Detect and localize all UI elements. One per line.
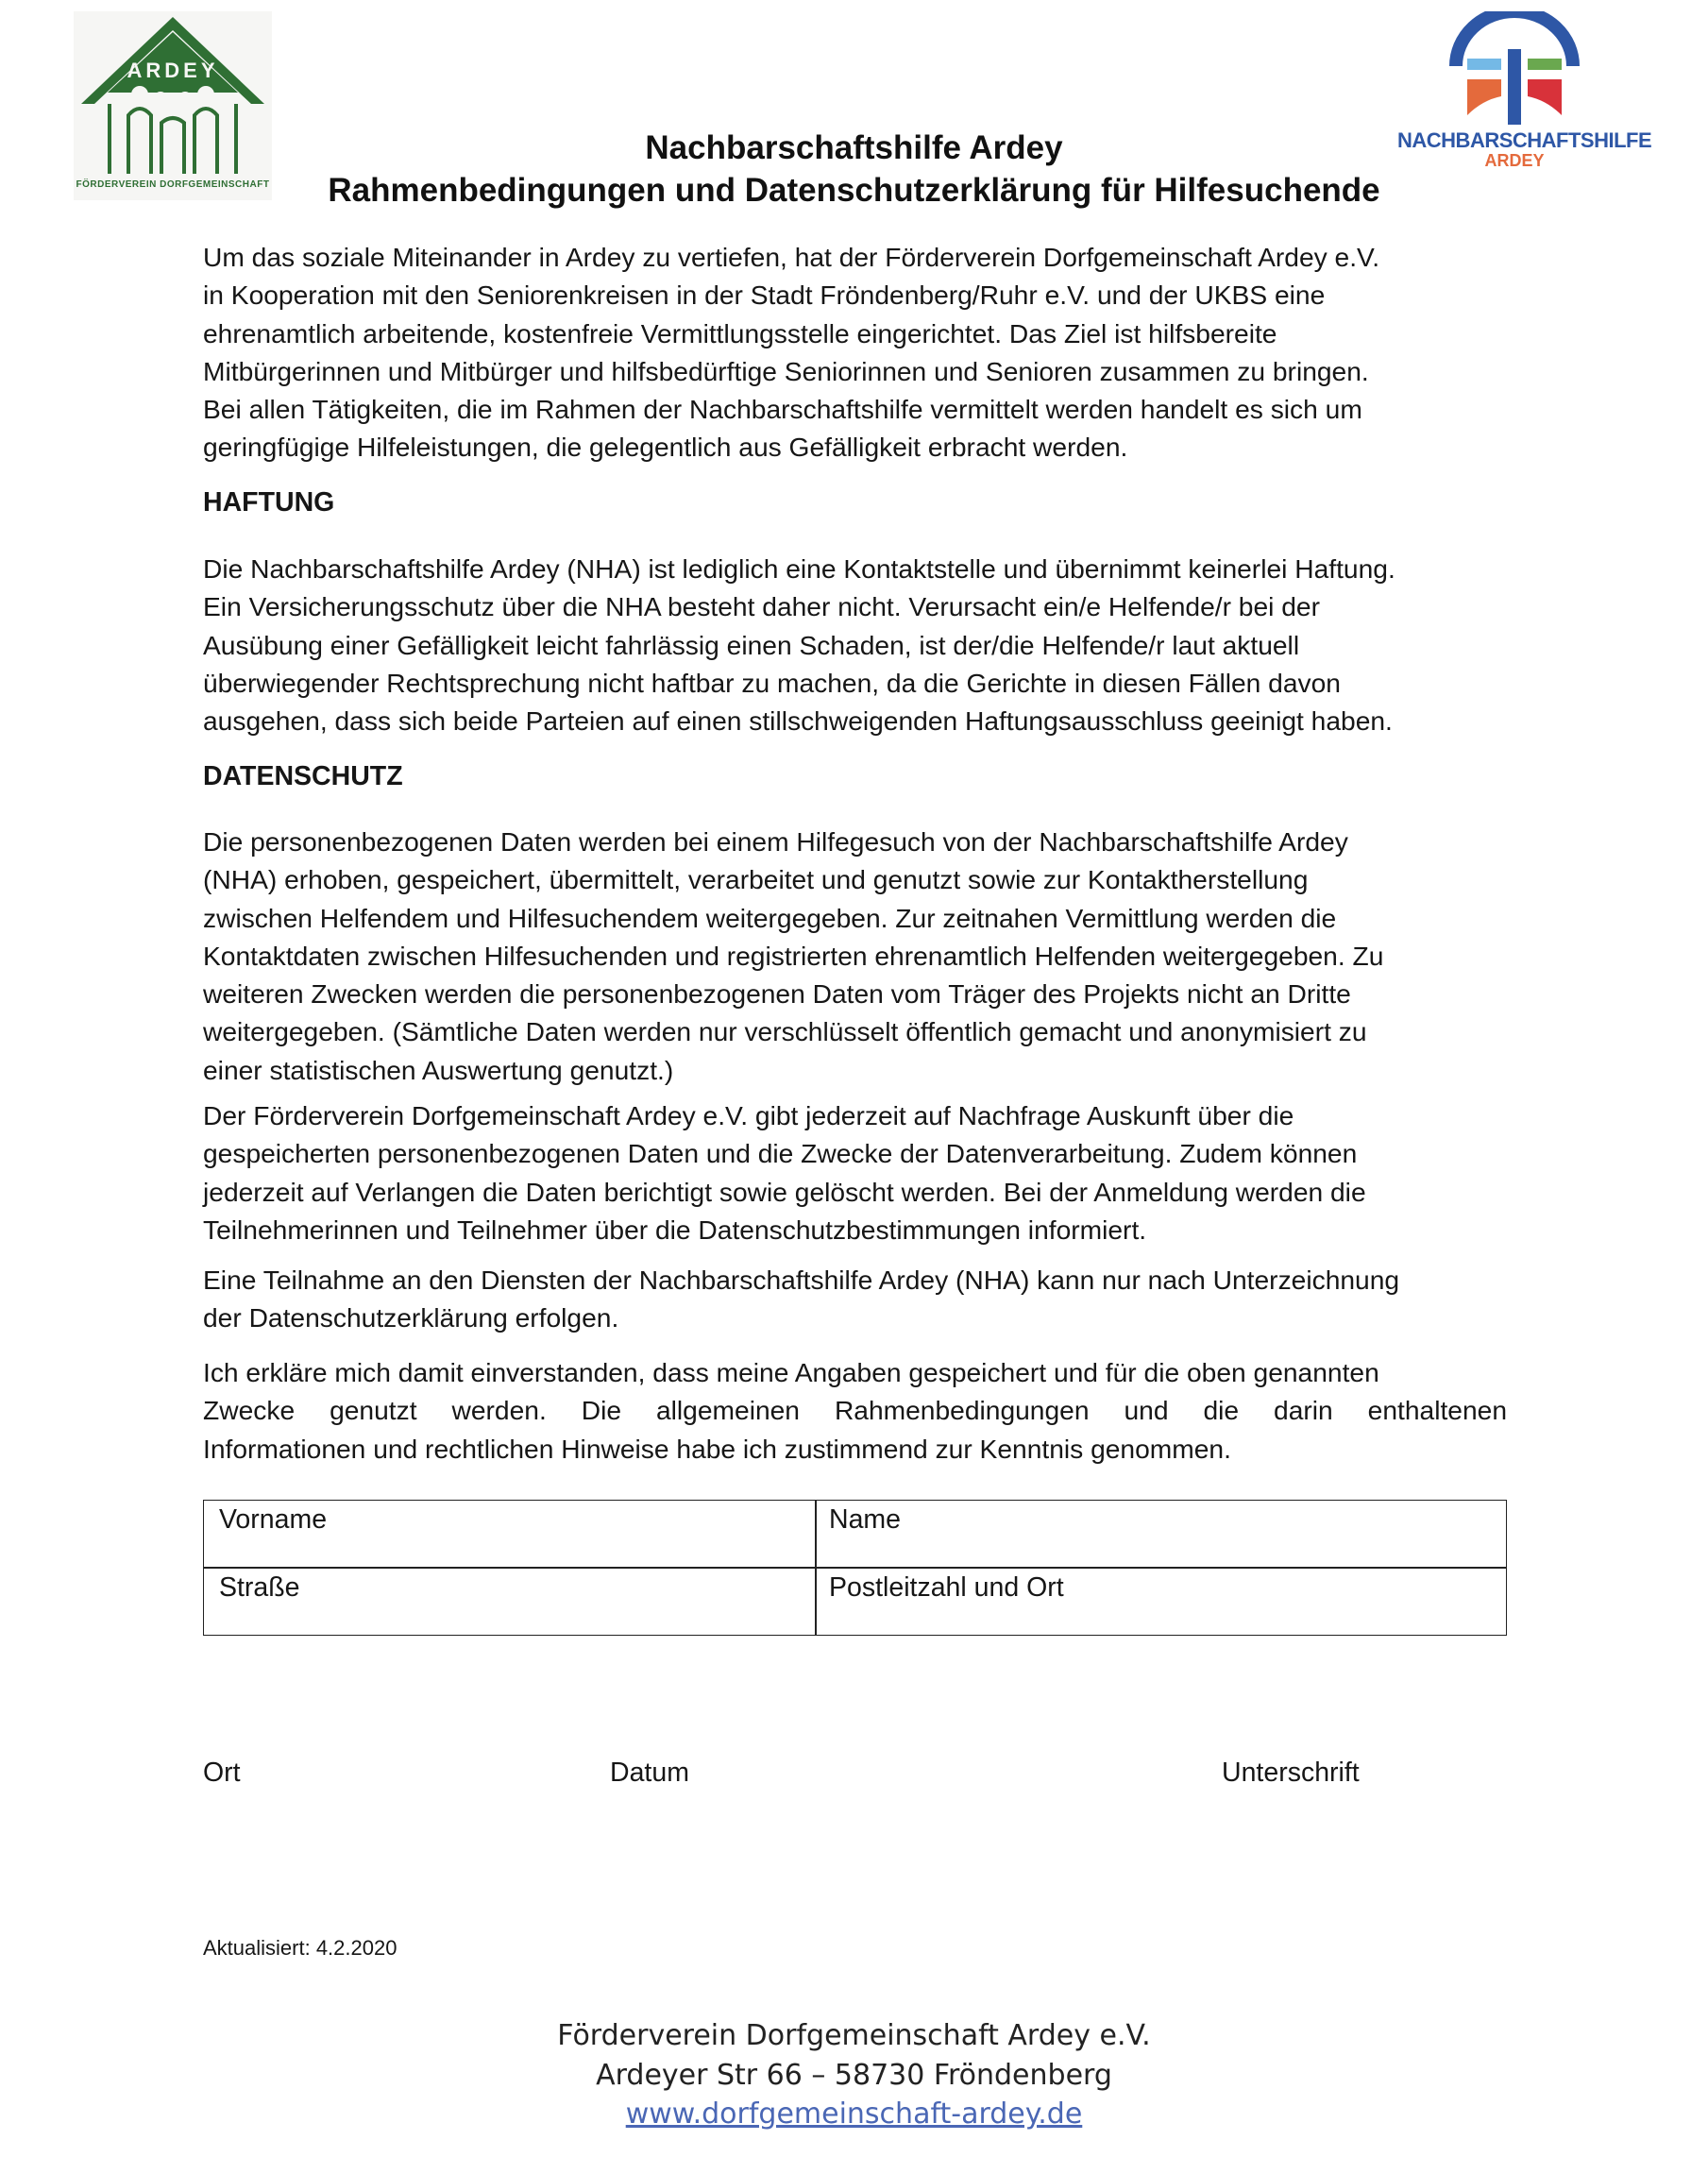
page-subtitle: Rahmenbedingungen und Datenschutzerklärung für Hilfesuchende — [328, 172, 1380, 209]
text-line: Bei allen Tätigkeiten, die im Rahmen der Nachbarschaftshilfe vermittelt werden handelt es sich um — [203, 394, 1362, 425]
text-line: ausgehen, dass sich beide Parteien auf einen stillschweigenden Haftungsausschluss geeinigt haben. — [203, 705, 1393, 737]
text-line: Zwecke genutzt werden. Die allgemeinen Rahmenbedingungen und die darin enthaltenen — [203, 1395, 1507, 1426]
text-line: Teilnehmerinnen und Teilnehmer über die Datenschutzbestimmungen informiert. — [203, 1214, 1147, 1245]
text-line: Die Nachbarschaftshilfe Ardey (NHA) ist lediglich eine Kontaktstelle und übernimmt keinerlei Haftung. — [203, 553, 1395, 584]
place-label: Ort — [203, 1758, 241, 1788]
text-line: in Kooperation mit den Seniorenkreisen in der Stadt Fröndenberg/Ruhr e.V. und der UKBS eine — [203, 280, 1326, 311]
text-line: zwischen Helfendem und Hilfesuchendem weitergegeben. Zur zeitnahen Vermittlung werden die — [203, 902, 1337, 933]
signature-label: Unterschrift — [1222, 1758, 1360, 1788]
t-cross-logo-icon — [1397, 11, 1632, 125]
datenschutz-paragraph-3 — [203, 1261, 1506, 1337]
page-title: Nachbarschaftshilfe Ardey — [645, 129, 1063, 166]
consent-paragraph — [203, 1353, 1507, 1468]
footer-website-link[interactable]: www.dorfgemeinschaft-ardey.de — [625, 2098, 1083, 2131]
text-line: gespeicherten personenbezogenen Daten und die Zwecke der Datenverarbeitung. Zudem können — [203, 1138, 1358, 1169]
first-name-field[interactable]: Vorname — [219, 1504, 328, 1535]
text-line: weiteren Zwecken werden die personenbezogenen Daten vom Träger des Projekts nicht an Dritte — [203, 978, 1351, 1010]
text-line: Ein Versicherungsschutz über die NHA besteht daher nicht. Verursacht ein/e Helfende/r bei der — [203, 591, 1320, 622]
section-heading-haftung: HAFTUNG — [203, 487, 335, 518]
text-line: Eine Teilnahme an den Diensten der Nachbarschaftshilfe Ardey (NHA) kann nur nach Unterzeichnung — [203, 1265, 1400, 1295]
footer-organization: Förderverein Dorfgemeinschaft Ardey e.V. — [557, 2019, 1151, 2052]
text-line: einer statistischen Auswertung genutzt.) — [203, 1054, 674, 1085]
footer-address: Ardeyer Str 66 – 58730 Fröndenberg — [596, 2059, 1112, 2092]
text-line: Mitbürgerinnen und Mitbürger und hilfsbedürftige Seniorinnen und Senioren zusammen zu bringen. — [203, 355, 1369, 386]
table-divider-horizontal — [204, 1567, 1506, 1569]
text-line: (NHA) erhoben, gespeichert, übermittelt, verarbeitet und genutzt sowie zur Kontaktherstellung — [203, 864, 1309, 895]
text-line: überwiegender Rechtsprechung nicht haftbar zu machen, da die Gerichte in diesen Fällen davon — [203, 667, 1341, 698]
text-line: der Datenschutzerklärung erfolgen. — [203, 1302, 619, 1333]
logo-subtitle: ARDEY — [1484, 151, 1545, 170]
logo-caption: FÖRDERVEREIN DORFGEMEINSCHAFT — [76, 179, 270, 190]
logo-badge-text: ARDEY — [127, 59, 219, 82]
text-line: jederzeit auf Verlangen die Daten berichtigt sowie gelöscht werden. Bei der Anmeldung werden die — [203, 1176, 1366, 1207]
zip-city-field[interactable]: Postleitzahl und Ort — [829, 1572, 1064, 1603]
datenschutz-paragraph-2 — [203, 1096, 1506, 1248]
date-label: Datum — [610, 1758, 689, 1788]
personal-data-table — [203, 1500, 1507, 1636]
datenschutz-paragraph-1 — [203, 823, 1506, 1089]
text-line: geringfügige Hilfeleistungen, die gelegentlich aus Gefälligkeit erbracht werden. — [203, 432, 1128, 463]
text-line: Der Förderverein Dorfgemeinschaft Ardey e.V. gibt jederzeit auf Nachfrage Auskunft über die — [203, 1100, 1294, 1130]
intro-paragraph — [203, 238, 1506, 467]
text-line: Die personenbezogenen Daten werden bei einem Hilfegesuch von der Nachbarschaftshilfe Ardey — [203, 826, 1348, 857]
text-line: Informationen und rechtlichen Hinweise habe ich zustimmend zur Kenntnis genommen. — [203, 1433, 1231, 1464]
text-line: Kontaktdaten zwischen Hilfesuchenden und registrierten ehrenamtlich Helfenden weitergegeben. Zu — [203, 940, 1384, 971]
text-line: Ausübung einer Gefälligkeit leicht fahrlässig einen Schaden, ist der/die Helfende/r laut aktuell — [203, 629, 1300, 660]
section-heading-datenschutz: DATENSCHUTZ — [203, 761, 403, 791]
updated-date: Aktualisiert: 4.2.2020 — [203, 1936, 397, 1960]
text-line: weitergegeben. (Sämtliche Daten werden nur verschlüsselt öffentlich gemacht und anonymisiert zu — [203, 1016, 1367, 1047]
text-line: Um das soziale Miteinander in Ardey zu vertiefen, hat der Förderverein Dorfgemeinschaft Ardey e.V. — [203, 242, 1380, 272]
street-field[interactable]: Straße — [219, 1572, 300, 1603]
haftung-paragraph — [203, 550, 1506, 739]
text-line: Ich erkläre mich damit einverstanden, dass meine Angaben gespeichert und für die oben genannten — [203, 1357, 1379, 1387]
last-name-field[interactable]: Name — [829, 1504, 902, 1535]
logo-title: NACHBARSCHAFTSHILFE — [1397, 128, 1652, 152]
text-line: ehrenamtlich arbeitende, kostenfreie Vermittlungsstelle eingerichtet. Das Ziel ist hilfsbereite — [203, 317, 1277, 348]
